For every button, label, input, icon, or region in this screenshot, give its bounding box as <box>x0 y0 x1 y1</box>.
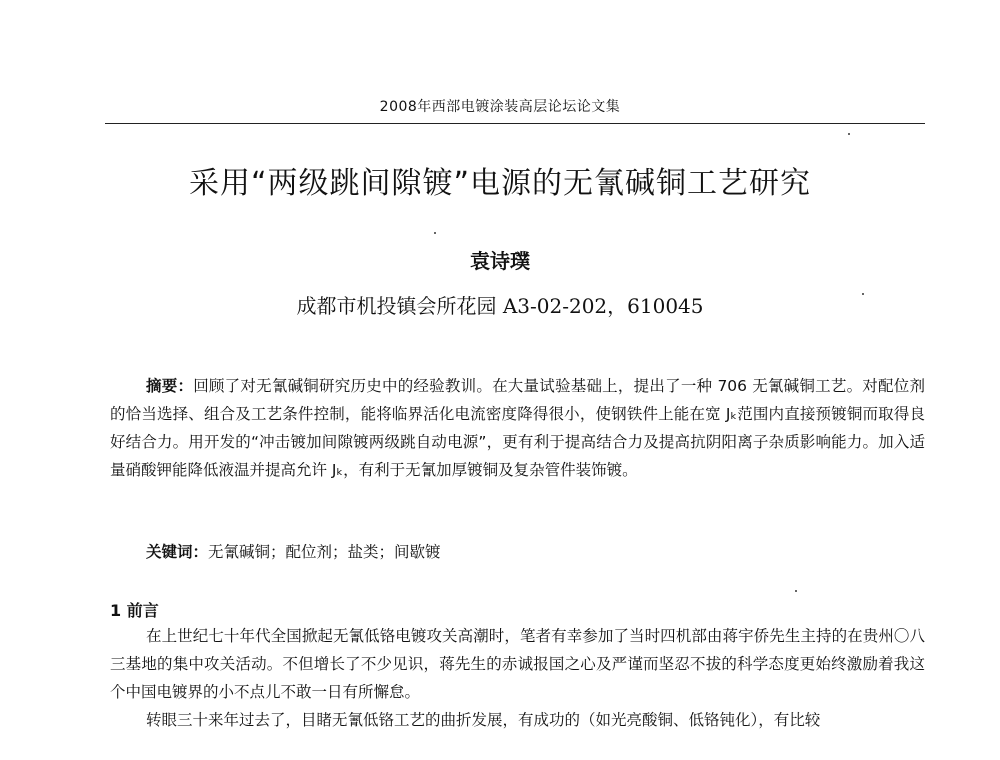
abstract <box>110 372 925 484</box>
paper-title: 采用“两级跳间隙镀”电源的无氰碱铜工艺研究 <box>188 166 812 201</box>
header-rule <box>105 123 925 124</box>
scan-speck <box>848 133 850 135</box>
keywords-text: 无氰碱铜；配位剂；盐类；间歇镀 <box>208 543 441 561</box>
author-name: 袁诗璞 <box>470 249 530 273</box>
section-number: 1 <box>110 601 122 620</box>
keywords-label: 关键词： <box>146 543 209 561</box>
keywords <box>146 538 441 566</box>
section-title: 前言 <box>126 601 159 620</box>
intro-paragraph: 在上世纪七十年代全国掀起无氰低铬电镀攻关高潮时，笔者有幸参加了当时四机部由蒋宇侨先生主持的在贵州〇八三基地的集中攻关活动。不但增长了不少见识，蒋先生的赤诚报国之心及严谨而坚忍不拔的科学态度更始终激励着我这个中国电镀界的小不点儿不敢一日有所懈怠。 <box>110 627 925 701</box>
scan-speck <box>862 293 864 295</box>
running-header: 2008年西部电镀涂装高层论坛论文集 <box>379 99 621 115</box>
section-heading <box>110 598 159 621</box>
abstract-text: 回顾了对无氰碱铜研究历史中的经验教训。在大量试验基础上，提出了一种 706 无氰碱铜工艺。对配位剂的恰当选择、组合及工艺条件控制，能将临界活化电流密度降得很小，使钢铁件上能在宽 Jₖ范围内直接预镀铜而取得良好结合力。用开发的“冲击镀加间隙镀两级跳自动电源”，更有利于提高结合力及提高抗阴阳离子杂质影响能力。加入适量硝酸钾能降低液温并提高允许 Jₖ，有利于无氰加厚镀铜及复杂管件装饰镀。 <box>110 377 925 479</box>
intro-paragraph: 转眼三十来年过去了，目睹无氰低铬工艺的曲折发展，有成功的（如光亮酸铜、低铬钝化），有比较 <box>146 711 821 729</box>
scan-speck <box>434 232 436 234</box>
author-address: 成都市机投镇会所花园 A3-02-202，610045 <box>296 294 704 318</box>
scan-speck <box>795 590 797 592</box>
intro-body <box>110 622 925 734</box>
abstract-label: 摘要： <box>146 377 194 395</box>
